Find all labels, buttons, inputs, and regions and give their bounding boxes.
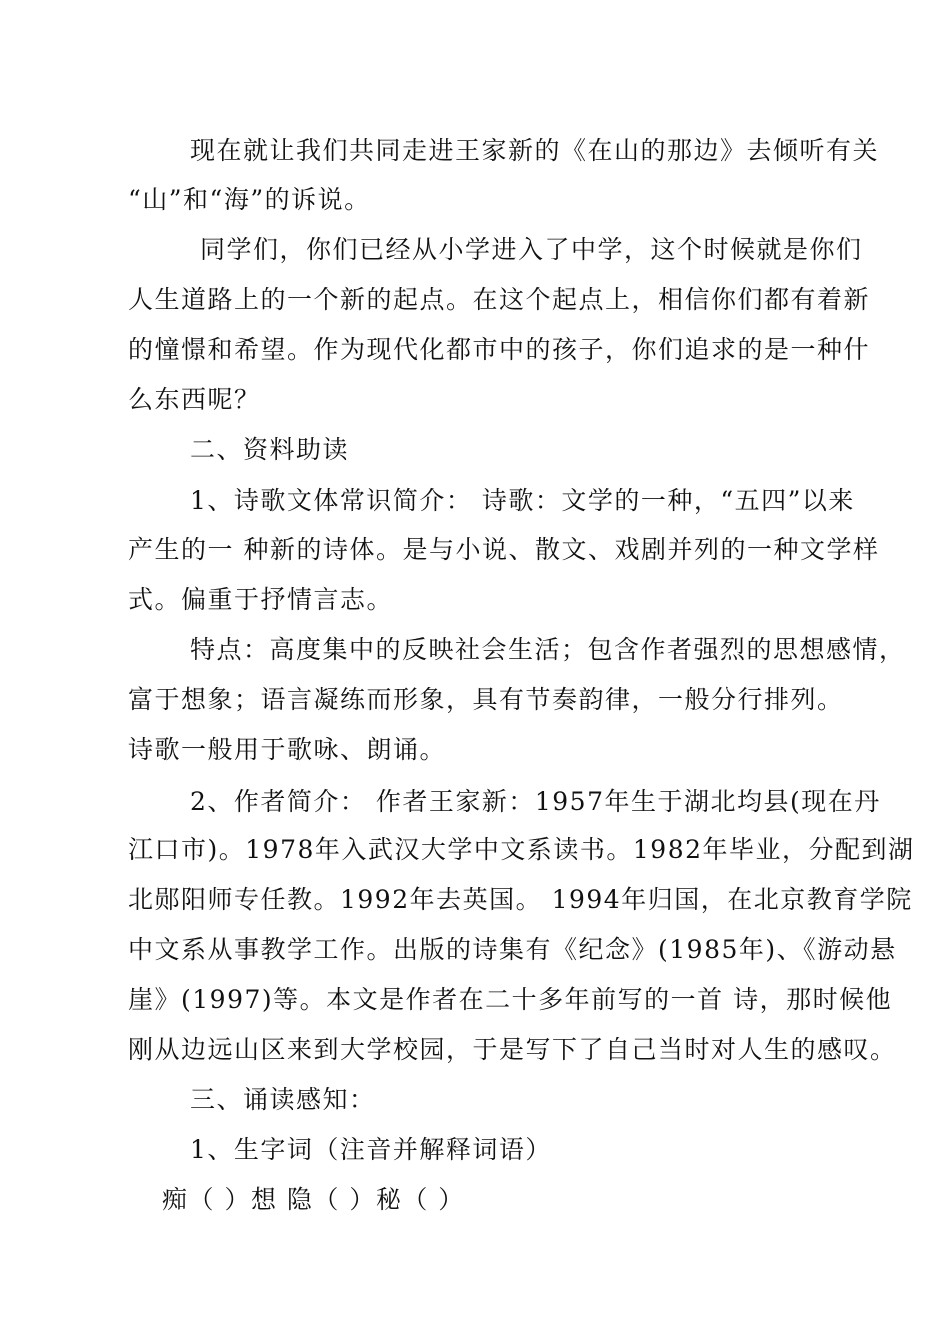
paragraph-line: 式。偏重于抒情言志。 xyxy=(128,585,394,614)
paragraph-line: 诗歌一般用于歌咏、朗诵。 xyxy=(128,735,447,764)
paragraph-line: 同学们，你们已经从小学进入了中学，这个时候就是你们 xyxy=(200,235,863,264)
paragraph-line: 产生的一 种新的诗体。是与小说、散文、戏剧并列的一种文学样 xyxy=(128,535,880,564)
paragraph-line: 北郧阳师专任教。1992年去英国。 1994年归国，在北京教育学院 xyxy=(128,885,913,914)
paragraph-line: 中文系从事教学工作。出版的诗集有《纪念》(1985年)、《游动悬 xyxy=(128,935,897,964)
paragraph-line: “山”和“海”的诉说。 xyxy=(128,185,371,214)
paragraph-line: 人生道路上的一个新的起点。在这个起点上，相信你们都有着新 xyxy=(128,285,871,314)
paragraph-line: 崖》(1997)等。本文是作者在二十多年前写的一首 诗，那时候他 xyxy=(128,985,893,1014)
paragraph-line: 刚从边远山区来到大学校园，于是写下了自己当时对人生的感叹。 xyxy=(128,1035,897,1064)
section-heading: 二、资料助读 xyxy=(190,435,350,464)
paragraph-line: 1、诗歌文体常识简介： 诗歌：文学的一种，“五四”以来 xyxy=(190,486,855,515)
paragraph-line: 江口市)。1978年入武汉大学中文系读书。1982年毕业，分配到湖 xyxy=(128,835,915,864)
paragraph-line: 么东西呢？ xyxy=(128,385,261,414)
paragraph-line: 的憧憬和希望。作为现代化都市中的孩子，你们追求的是一种什 xyxy=(128,335,871,364)
paragraph-line: 现在就让我们共同走进王家新的《在山的那边》去倾听有关 xyxy=(190,136,880,165)
paragraph-line: 特点：高度集中的反映社会生活；包含作者强烈的思想感情， xyxy=(190,635,906,664)
paragraph-line: 富于想象；语言凝练而形象，具有节奏韵律，一般分行排列。 xyxy=(128,685,844,714)
paragraph-line: 1、生字词（注音并解释词语） xyxy=(190,1135,552,1164)
section-heading: 三、诵读感知： xyxy=(190,1085,376,1114)
fill-in-blank-row: 痴（ ）想 隐（ ）秘（ ） xyxy=(162,1185,465,1214)
paragraph-line: 2、作者简介： 作者王家新：1957年生于湖北均县(现在丹 xyxy=(190,787,881,816)
